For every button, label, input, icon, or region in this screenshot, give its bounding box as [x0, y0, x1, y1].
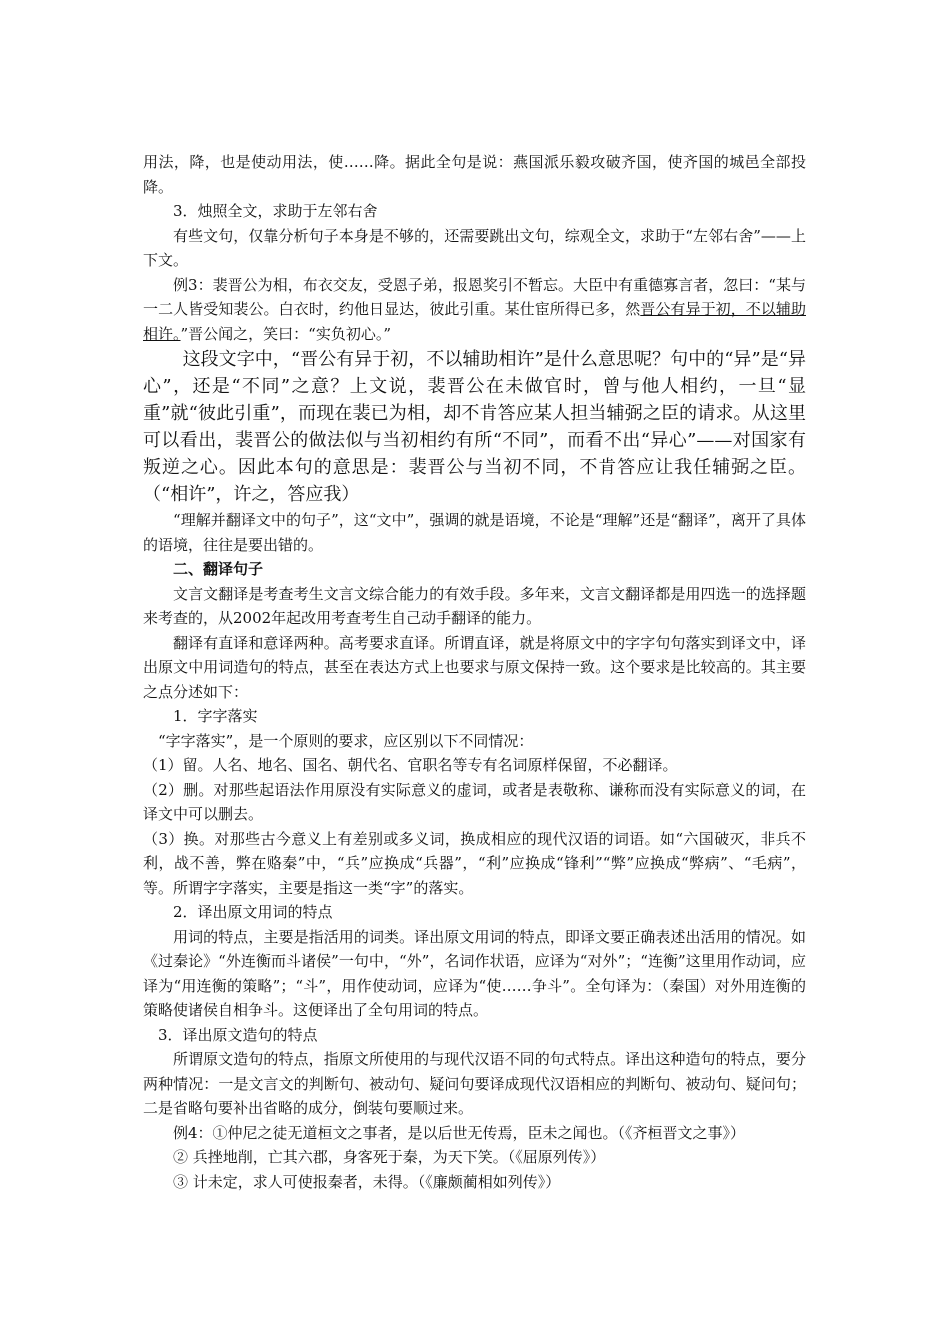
list-item: （2）删。对那些起语法作用原没有实际意义的虚词，或者是表敬称、谦称而没有实际意义的词，在译文中可以删去。: [143, 780, 806, 823]
document-page: [143, 150, 806, 1194]
subheading: 2．译出原文用词的特点: [173, 903, 333, 921]
example-item: ③ 计未定，求人可使报秦者，未得。（《廉颇蔺相如列传》）: [173, 1172, 561, 1191]
subheading: 3．译出原文造句的特点: [158, 1025, 318, 1044]
paragraph: 用法，降，也是使动用法，使……降。据此全句是说：燕国派乐毅攻破齐国，使齐国的城邑全部投降。: [143, 153, 806, 196]
example-paragraph: [143, 273, 806, 347]
paragraph: “字字落实”，是一个原则的要求，应区别以下不同情况：: [158, 731, 534, 750]
section-heading: 二、翻译句子: [173, 560, 264, 578]
paragraph: 翻译有直译和意译两种。高考要求直译。所谓直译，就是将原文中的字字句句落实到译文中，译出原文中用词造句的特点，甚至在表达方式上也要求与原文保持一致。这个要求是比较高的。其主要之点分述如下：: [143, 633, 806, 701]
example-text-end: ”晋公闻之，笑曰：“实负初心。”: [180, 324, 392, 343]
paragraph: 所谓原文造句的特点，指原文所使用的与现代汉语不同的句式特点。译出这种造句的特点，要分两种情况：一是文言文的判断句、被动句、疑问句要译成现代汉语相应的判断句、被动句、疑问句；二是省略句要补出省略的成分，倒装句要顺过来。: [143, 1050, 806, 1117]
paragraph: 有些文句，仅靠分析句子本身是不够的，还需要跳出文句，综观全文，求助于“左邻右舍”——上下文。: [143, 226, 806, 269]
paragraph: 用词的特点，主要是指活用的词类。译出原文用词的特点，即译文要正确表述出活用的情况。如《过秦论》“外连衡而斗诸侯”一句中，“外”，名词作状语，应译为“对外”；“连衡”这里用作动词，应译为“用连衡的策略”；“斗”，用作使动词，应译为“使……争斗”。全句译为：（秦国）对外用连衡的策略使诸侯自相争斗。这便译出了全句用词的特点。: [143, 927, 806, 1019]
analysis-paragraph: 这段文字中，“晋公有异于初，不以辅助相许”是什么意思呢？句中的“异”是“异心”，还是“不同”之意？上文说，裴晋公在未做官时，曾与他人相约，一旦“显重”就“彼此引重”，而现在裴已为相，却不肯答应某人担当辅弼之臣的请求。从这里可以看出，裴晋公的做法似与当初相约有所“不同”，而看不出“异心”——对国家有叛逆之心。因此本句的意思是：裴晋公与当初不同，不肯答应让我任辅弼之臣。（“相许”，许之，答应我）: [143, 349, 806, 505]
example-text: 例3：裴晋公为相，布衣交友，受恩子弟，报恩奖引不暂忘。大臣中有重德寡言者，忽曰：“某与一二人皆受知裴公。白衣时，约他日显达，彼此引重。某仕宦所得已多，然: [143, 275, 806, 318]
underlined-sentence: 晋公有异于初，不以辅助相许。: [143, 300, 806, 343]
paragraph: 文言文翻译是考查考生文言文综合能力的有效手段。多年来，文言文翻译都是用四选一的选择题来考查的，从2002年起改用考查考生自己动手翻译的能力。: [143, 584, 806, 627]
example-paragraph: 例4：①仲尼之徒无道桓文之事者，是以后世无传焉，臣未之闻也。（《齐桓晋文之事》）: [173, 1123, 746, 1142]
subheading: 3．烛照全文，求助于左邻右舍: [173, 202, 378, 220]
subheading: 1．字字落实: [173, 707, 258, 725]
example-item: ② 兵挫地削，亡其六郡，身客死于秦，为天下笑。（《屈原列传》）: [173, 1148, 606, 1166]
paragraph: “理解并翻译文中的句子”，这“文中”，强调的就是语境，不论是“理解”还是“翻译”，离开了具体的语境，往往是要出错的。: [143, 511, 806, 554]
list-item: （3）换。对那些古今意义上有差别或多义词，换成相应的现代汉语的词语。如“六国破灭，非兵不利，战不善，弊在赂秦”中，“兵”应换成“兵器”，“利”应换成“锋利”“弊”应换成“弊病”、“毛病”，等。所谓字字落实，主要是指这一类“字”的落实。: [143, 829, 806, 897]
list-item: （1）留。人名、地名、国名、朝代名、官职名等专有名词原样保留，不必翻译。: [143, 756, 678, 774]
